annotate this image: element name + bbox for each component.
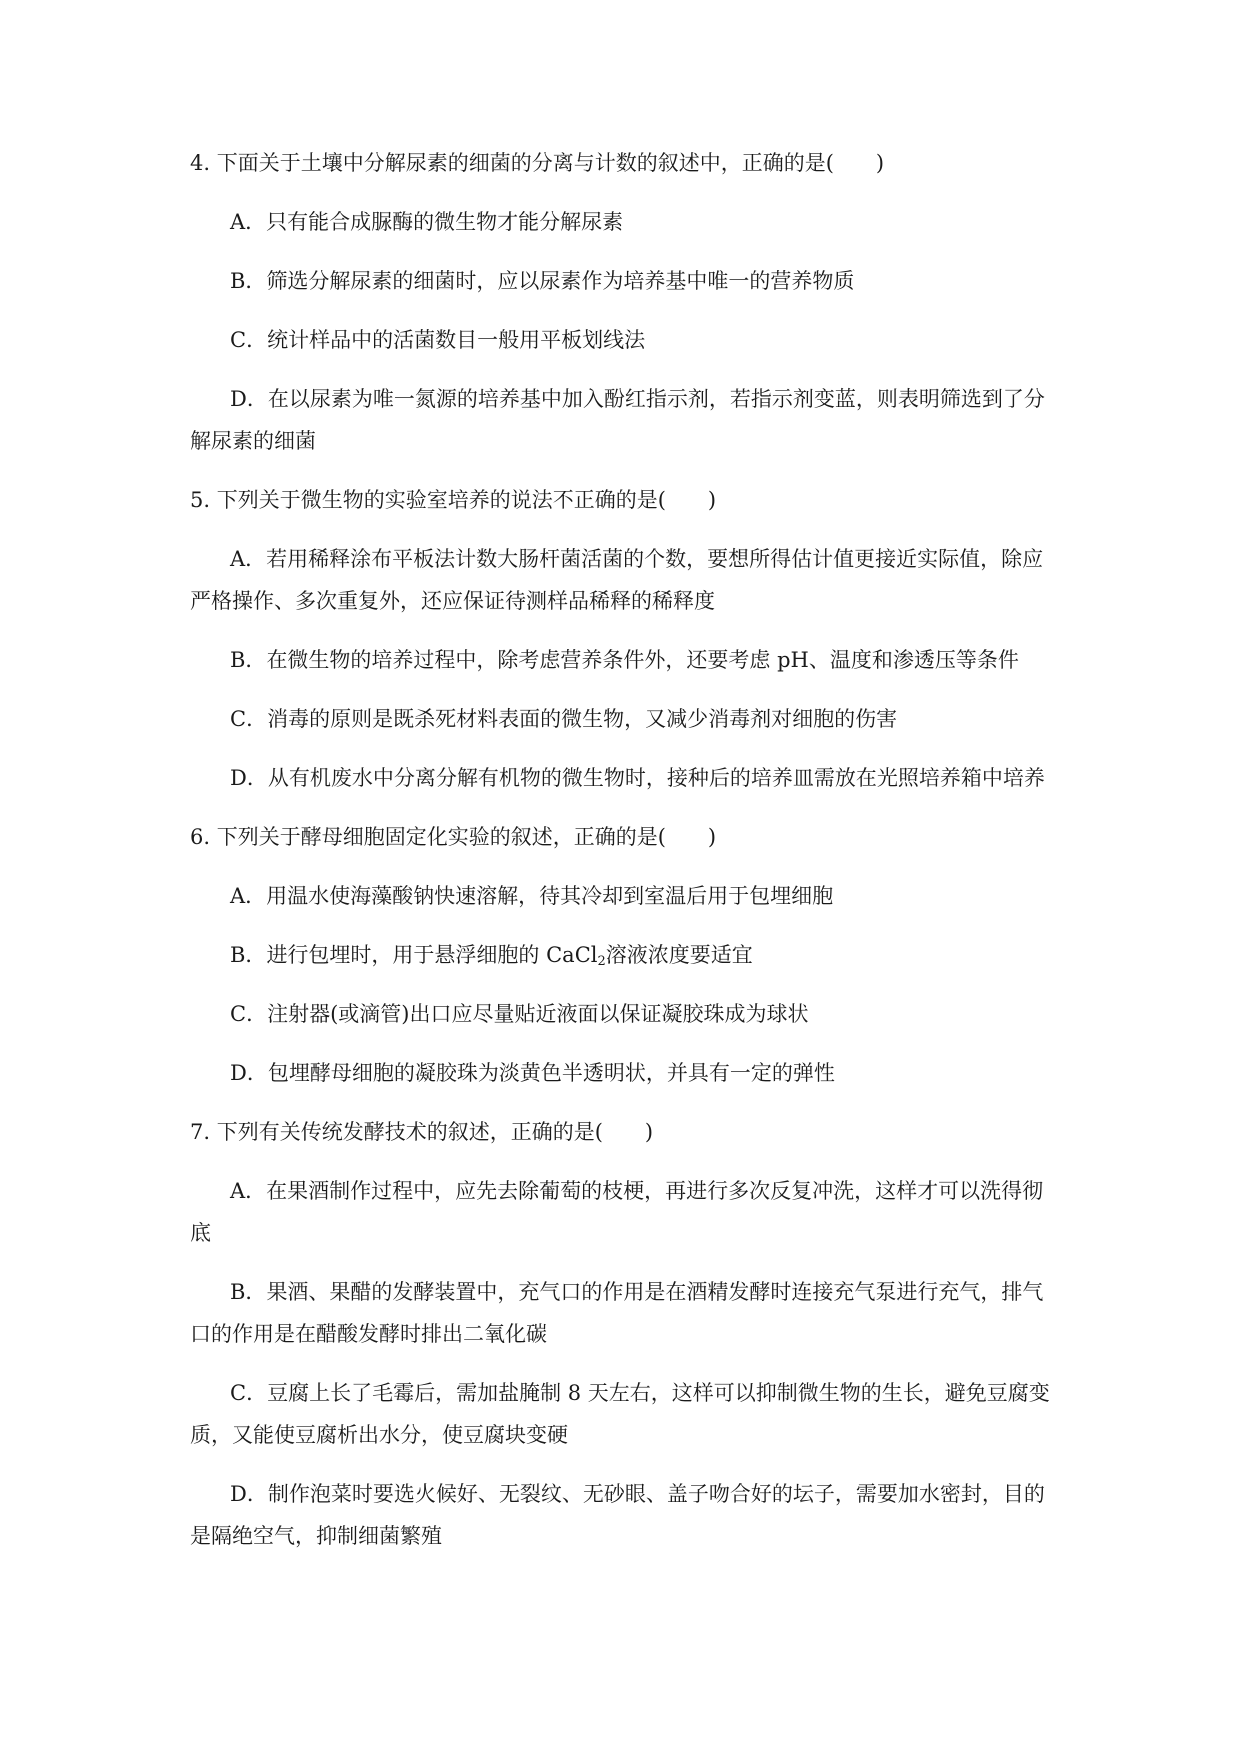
option-text: 用温水使海藻酸钠快速溶解，待其冷却到室温后用于包埋细胞 (266, 884, 834, 908)
option-label: D． (230, 1061, 268, 1085)
option-label: D． (230, 766, 268, 790)
question-number: 7. (190, 1120, 211, 1144)
question-number: 4. (190, 151, 211, 175)
option-c (190, 698, 1055, 740)
question-number: 6. (190, 825, 211, 849)
question-text: 下列有关传统发酵技术的叙述，正确的是( ) (216, 1120, 654, 1144)
option-text: 豆腐上长了毛霉后，需加盐腌制 8 天左右，这样可以抑制微生物的生长，避免豆腐变质，又能使豆腐析出水分，使豆腐块变硬 (190, 1381, 1050, 1447)
exam-page (190, 142, 1055, 1574)
question-text: 下面关于土壤中分解尿素的细菌的分离与计数的叙述中，正确的是( ) (216, 151, 885, 175)
question-stem (190, 1111, 1055, 1153)
option-label: A． (230, 210, 267, 234)
option-text: 消毒的原则是既杀死材料表面的微生物，又减少消毒剂对细胞的伤害 (267, 707, 898, 731)
option-c (190, 1372, 1055, 1456)
option-a (190, 201, 1055, 243)
option-text: 从有机废水中分离分解有机物的微生物时，接种后的培养皿需放在光照培养箱中培养 (267, 766, 1045, 790)
option-text: 制作泡菜时要选火候好、无裂纹、无砂眼、盖子吻合好的坛子，需要加水密封，目的是隔绝空气，抑制细菌繁殖 (190, 1482, 1045, 1548)
option-b (190, 260, 1055, 302)
option-text: 若用稀释涂布平板法计数大肠杆菌活菌的个数，要想所得估计值更接近实际值，除应严格操作、多次重复外，还应保证待测样品稀释的稀释度 (190, 547, 1044, 613)
question-stem (190, 479, 1055, 521)
option-text: 在微生物的培养过程中，除考虑营养条件外，还要考虑 pH、温度和渗透压等条件 (266, 648, 1019, 672)
option-text: 包埋酵母细胞的凝胶珠为淡黄色半透明状，并具有一定的弹性 (267, 1061, 835, 1085)
option-text: 在果酒制作过程中，应先去除葡萄的枝梗，再进行多次反复冲洗，这样才可以洗得彻底 (190, 1179, 1044, 1245)
option-b (190, 639, 1055, 681)
option-text-after: 溶液浓度要适宜 (605, 943, 753, 967)
option-label: B． (230, 648, 267, 672)
option-d (190, 1473, 1055, 1557)
question-text: 下列关于微生物的实验室培养的说法不正确的是( ) (216, 488, 717, 512)
option-d (190, 378, 1055, 462)
subscript-two: 2 (597, 954, 606, 969)
question-stem (190, 816, 1055, 858)
question-4 (190, 142, 1055, 462)
option-label: A． (230, 547, 267, 571)
option-text: 注射器(或滴管)出口应尽量贴近液面以保证凝胶珠成为球状 (267, 1002, 809, 1026)
option-label: B． (230, 1280, 267, 1304)
option-a (190, 875, 1055, 917)
question-6 (190, 816, 1055, 1094)
option-label: B． (230, 269, 267, 293)
option-a (190, 1170, 1055, 1254)
option-c (190, 993, 1055, 1035)
option-label: B． (230, 943, 267, 967)
question-number: 5. (190, 488, 211, 512)
option-d (190, 1052, 1055, 1094)
option-text-before: 进行包埋时，用于悬浮细胞的 CaCl (266, 943, 598, 967)
option-label: C． (230, 1381, 268, 1405)
question-7 (190, 1111, 1055, 1557)
option-label: C． (230, 1002, 268, 1026)
option-text: 果酒、果醋的发酵装置中，充气口的作用是在酒精发酵时连接充气泵进行充气，排气口的作用是在醋酸发酵时排出二氧化碳 (190, 1280, 1044, 1346)
option-text: 在以尿素为唯一氮源的培养基中加入酚红指示剂，若指示剂变蓝，则表明筛选到了分解尿素的细菌 (190, 387, 1045, 453)
question-5 (190, 479, 1055, 799)
option-label: D． (230, 1482, 268, 1506)
option-d (190, 757, 1055, 799)
question-stem (190, 142, 1055, 184)
option-text: 统计样品中的活菌数目一般用平板划线法 (267, 328, 646, 352)
option-c (190, 319, 1055, 361)
question-text: 下列关于酵母细胞固定化实验的叙述，正确的是( ) (216, 825, 717, 849)
option-label: A． (230, 884, 267, 908)
option-label: C． (230, 707, 268, 731)
option-label: A． (230, 1179, 267, 1203)
option-text: 只有能合成脲酶的微生物才能分解尿素 (266, 210, 624, 234)
option-label: D． (230, 387, 268, 411)
option-text: 筛选分解尿素的细菌时，应以尿素作为培养基中唯一的营养物质 (266, 269, 855, 293)
option-b (190, 1271, 1055, 1355)
option-label: C． (230, 328, 268, 352)
option-b (190, 934, 1055, 976)
option-a (190, 538, 1055, 622)
